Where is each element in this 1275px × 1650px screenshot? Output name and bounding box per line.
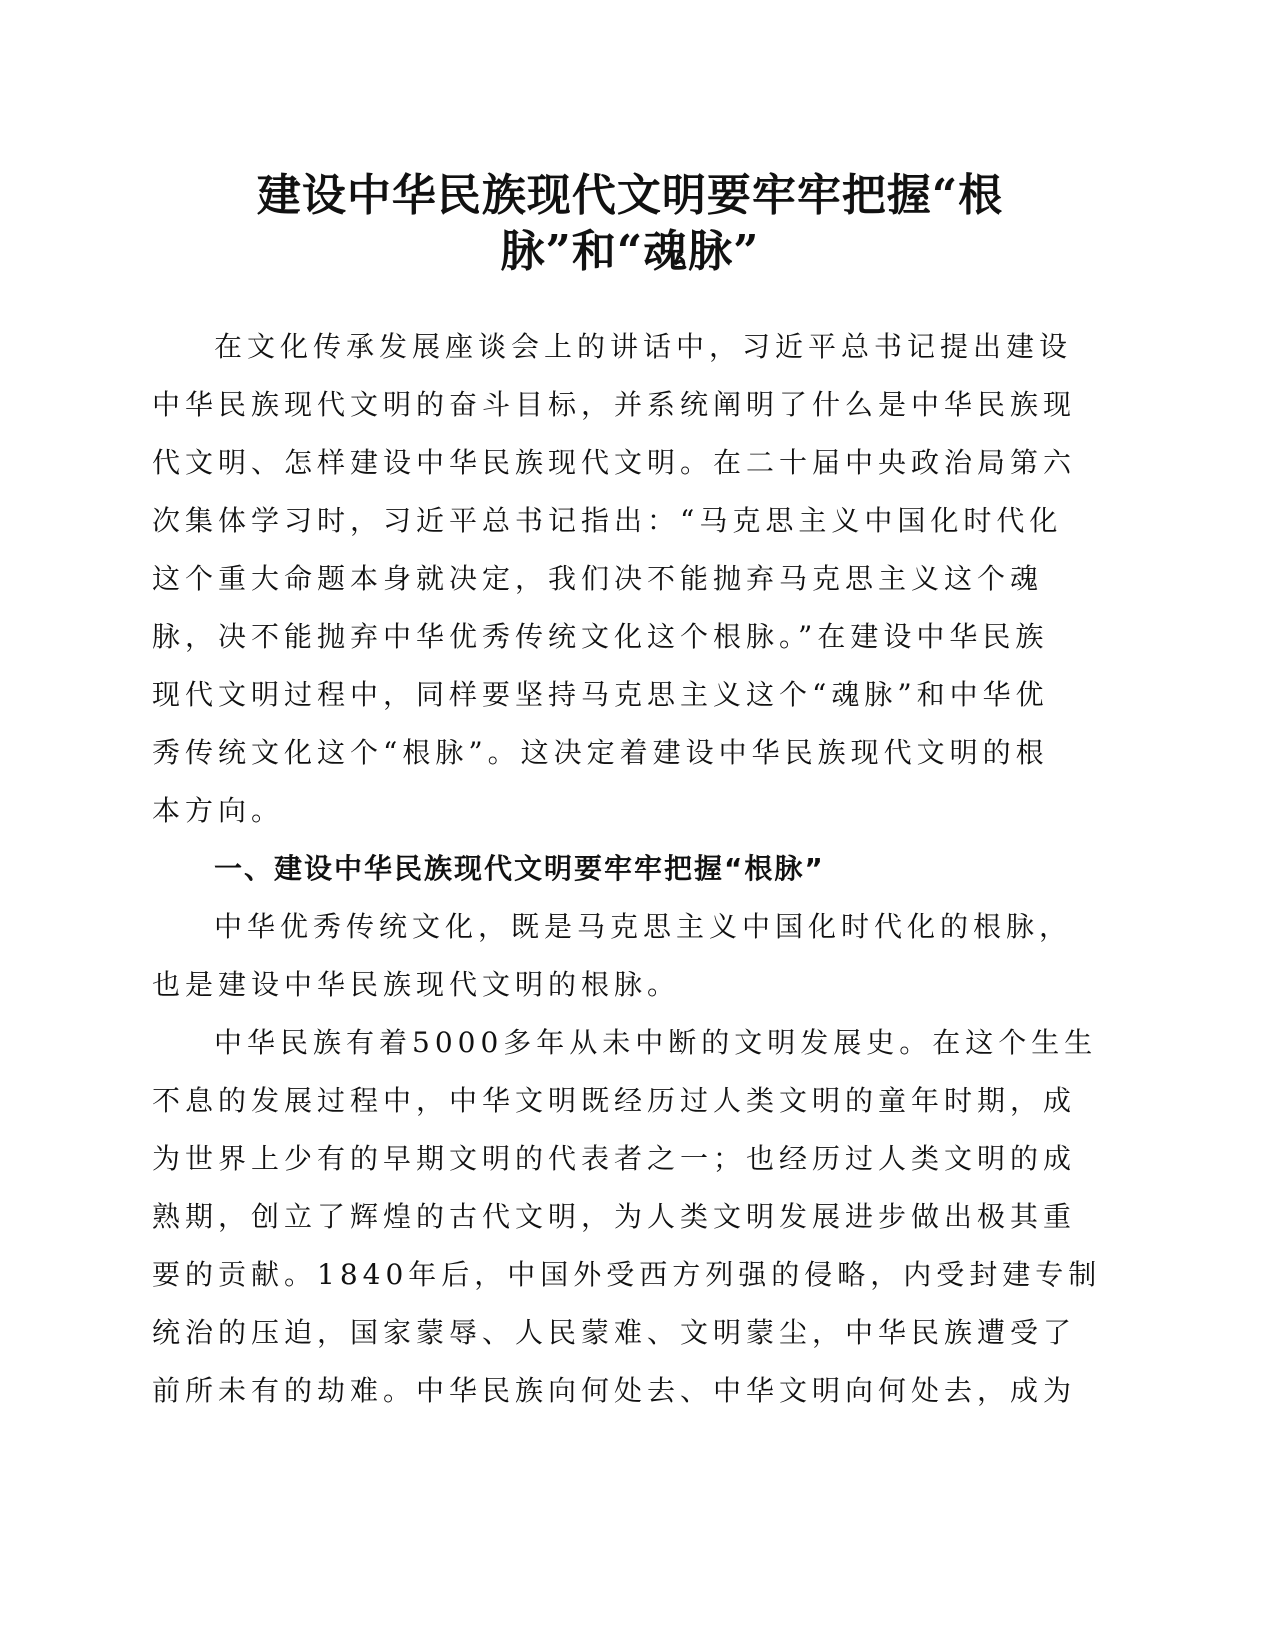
document-body xyxy=(152,318,1112,1420)
paragraph-line: 次集体学习时，习近平总书记指出：“马克思主义中国化时代化 xyxy=(152,504,1063,537)
paragraph-line: 秀传统文化这个“根脉”。这决定着建设中华民族现代文明的根 xyxy=(152,736,1049,769)
intro-paragraph xyxy=(152,318,1112,840)
paragraph-line: 也是建设中华民族现代文明的根脉。 xyxy=(152,968,681,1001)
section1-paragraph-2 xyxy=(152,1014,1112,1420)
title-line-2: 脉”和“魂脉” xyxy=(500,226,760,277)
paragraph-line: 不息的发展过程中，中华文明既经历过人类文明的童年时期，成 xyxy=(152,1084,1077,1117)
paragraph-line: 中华民族现代文明的奋斗目标，并系统阐明了什么是中华民族现 xyxy=(152,388,1077,421)
paragraph-line: 中华民族有着5000多年从未中断的文明发展史。在这个生生 xyxy=(214,1026,1098,1059)
document-title xyxy=(190,168,1070,280)
paragraph-line: 中华优秀传统文化，既是马克思主义中国化时代化的根脉， xyxy=(214,910,1073,943)
paragraph-line: 前所未有的劫难。中华民族向何处去、中华文明向何处去，成为 xyxy=(152,1374,1077,1407)
paragraph-line: 现代文明过程中，同样要坚持马克思主义这个“魂脉”和中华优 xyxy=(152,678,1049,711)
paragraph-line: 本方向。 xyxy=(152,794,285,827)
paragraph-line: 为世界上少有的早期文明的代表者之一；也经历过人类文明的成 xyxy=(152,1142,1077,1175)
paragraph-line: 代文明、怎样建设中华民族现代文明。在二十届中央政治局第六 xyxy=(152,446,1077,479)
title-line-1: 建设中华民族现代文明要牢牢把握“根 xyxy=(256,170,1004,221)
paragraph-line: 统治的压迫，国家蒙辱、人民蒙难、文明蒙尘，中华民族遭受了 xyxy=(152,1316,1077,1349)
paragraph-line: 在文化传承发展座谈会上的讲话中，习近平总书记提出建设 xyxy=(214,330,1073,363)
section1-paragraph-1 xyxy=(152,898,1112,1014)
paragraph-line: 脉，决不能抛弃中华优秀传统文化这个根脉。”在建设中华民族 xyxy=(152,620,1049,653)
paragraph-line: 熟期，创立了辉煌的古代文明，为人类文明发展进步做出极其重 xyxy=(152,1200,1077,1233)
paragraph-line: 要的贡献。1840年后，中国外受西方列强的侵略，内受封建专制 xyxy=(152,1258,1102,1291)
paragraph-line: 这个重大命题本身就决定，我们决不能抛弃马克思主义这个魂 xyxy=(152,562,1044,595)
section-heading: 一、建设中华民族现代文明要牢牢把握“根脉” xyxy=(214,852,825,885)
